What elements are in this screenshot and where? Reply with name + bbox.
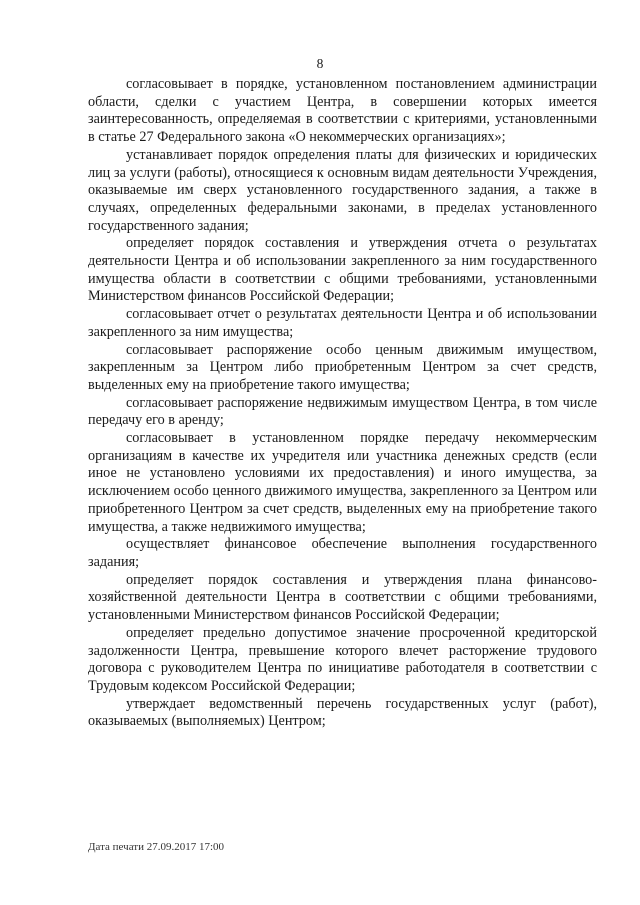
paragraph: согласовывает отчет о результатах деятельности Центра и об использовании закрепленного за ним имущества; <box>88 306 597 340</box>
page-number: 8 <box>316 56 324 71</box>
paragraph: определяет порядок составления и утверждения отчета о результатах деятельности Центра и об использовании закрепленного за ним государственного имущества области в соответствии с общими требованиями, установленными Министерством финансов Российской Федерации; <box>88 235 597 305</box>
document-body <box>88 76 597 731</box>
paragraph: определяет порядок составления и утверждения плана финансово-хозяйственной деятельности Центра в соответствии с общими требованиями, установленными Министерством финансов Российской Федерации; <box>88 571 597 624</box>
paragraph: устанавливает порядок определения платы для физических и юридических лиц за услуги (работы), относящиеся к основным видам деятельности Учреждения, оказываемые им сверх установленного государственного задания, а также в случаях, определенных федеральными законами, в пределах установленного государственного задания; <box>88 146 597 234</box>
paragraph: согласовывает распоряжение особо ценным движимым имуществом, закрепленным за Центром либо приобретенным Центром за счет средств, выделенных ему на приобретение такого имущества; <box>88 341 597 393</box>
paragraph: согласовывает в порядке, установленном постановлением администрации области, сделки с участием Центра, в совершении которых имеется заинтересованность, определяемая в соответствии с критериями, установленными в статье 27 Федерального закона «О некоммерческих организациях»; <box>88 76 597 146</box>
print-date-footer: Дата печати 27.09.2017 17:00 <box>88 841 225 853</box>
paragraph: определяет предельно допустимое значение просроченной кредиторской задолженности Центра, превышение которого влечет расторжение трудового договора с руководителем Центра по инициативе работодателя в соответствии с Трудовым кодексом Российской Федерации; <box>88 624 597 694</box>
paragraph: согласовывает распоряжение недвижимым имуществом Центра, в том числе передачу его в аренду; <box>88 394 597 429</box>
paragraph: согласовывает в установленном порядке передачу некоммерческим организациям в качестве их учредителя или участника денежных средств (если иное не установлено условиями их предоставления) и иного имущества, за исключением особо ценного движимого имущества, закрепленного за Центром или приобретенного Центром за счет средств, выделенных ему на приобретение такого имущества, а также недвижимого имущества; <box>88 430 597 535</box>
paragraph: осуществляет финансовое обеспечение выполнения государственного задания; <box>88 536 597 570</box>
paragraph: утверждает ведомственный перечень государственных услуг (работ), оказываемых (выполняемых) Центром; <box>88 695 597 730</box>
